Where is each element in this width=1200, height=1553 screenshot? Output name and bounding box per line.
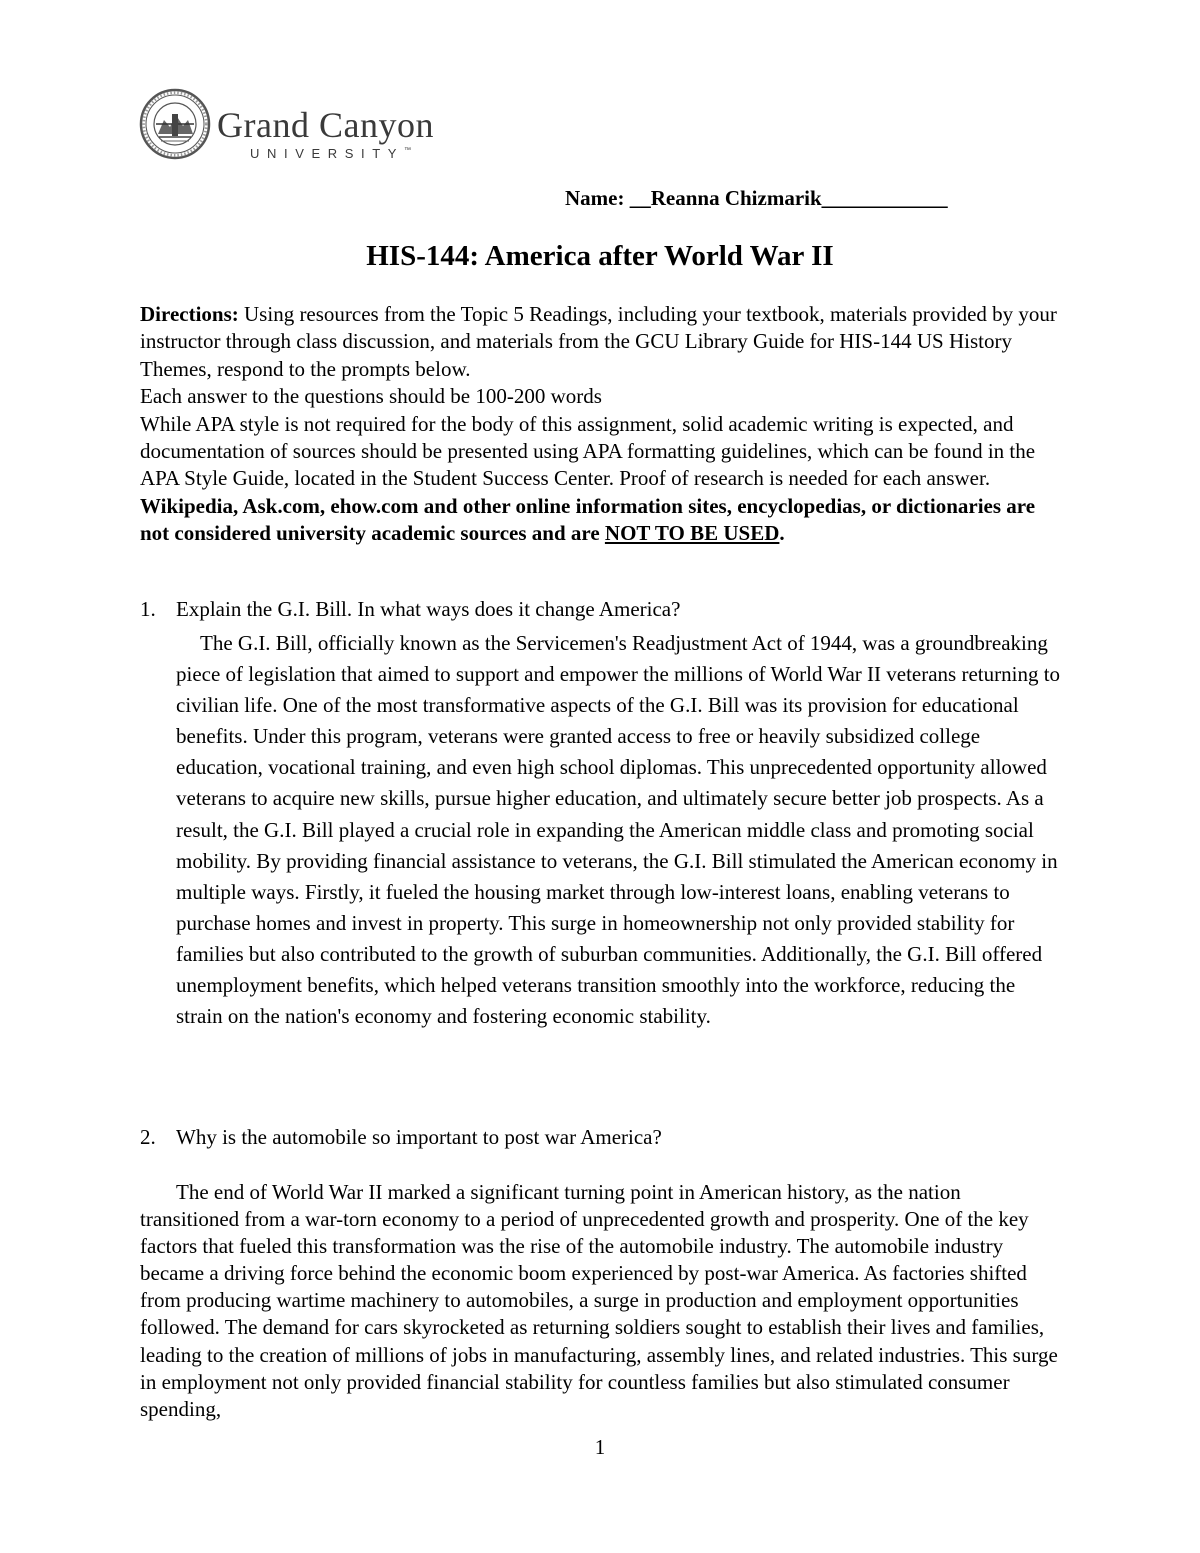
logo-line1: Grand Canyon bbox=[217, 105, 434, 145]
apa-note: While APA style is not required for the body of this assignment, solid academic writing is expected, and documentation of sources should be presented using APA formatting guidelines, which can be found in the APA Style Guide, located in the Student Success Center. Proof of research is needed for each answer. bbox=[140, 411, 1036, 491]
warning-end: . bbox=[779, 521, 785, 546]
svg-text:Grand Canyon bbox=[217, 105, 434, 145]
not-to-be-used: NOT TO BE USED bbox=[604, 521, 780, 546]
name-label: Name: bbox=[565, 186, 625, 210]
svg-text:UNIVERSITY™ bbox=[250, 146, 411, 161]
question-number: 1. bbox=[140, 597, 156, 621]
word-count-note: Each answer to the questions should be 100-200 words bbox=[140, 384, 602, 409]
directions-text: Using resources from the Topic 5 Readings, including your textbook, materials provided by your instructor through class discussion, and materials from the GCU Library Guide for HIS-144 US History Themes, respond to the prompts below. bbox=[140, 302, 1057, 381]
sources-warning-text: Wikipedia, Ask.com, ehow.com and other online information sites, encyclopedias, or dictionaries are not considered university academic sources and are bbox=[140, 493, 1036, 546]
page-number: 1 bbox=[594, 1435, 606, 1459]
grand-canyon-university-logo bbox=[139, 87, 459, 162]
question-text: Explain the G.I. Bill. In what ways does it change America? bbox=[176, 597, 681, 621]
page-title: HIS-144: America after World War II bbox=[366, 240, 834, 272]
logo-line2: UNIVERSITY bbox=[250, 146, 405, 161]
student-name: __Reanna Chizmarik____________ bbox=[629, 186, 948, 210]
question-number: 2. bbox=[140, 1125, 156, 1149]
student-name-line bbox=[565, 186, 948, 211]
university-seal-icon bbox=[141, 90, 209, 158]
directions-label: Directions: bbox=[140, 302, 239, 326]
directions-section bbox=[140, 301, 1060, 548]
answer-1 bbox=[176, 628, 1062, 1032]
answer-2 bbox=[140, 1179, 1062, 1423]
logo-trademark: ™ bbox=[404, 147, 412, 154]
answer-text: The G.I. Bill, officially known as the Servicemen's Readjustment Act of 1944, was a groundbreaking piece of legislation that aimed to support and empower the millions of World War II veterans returning to civilian life. One of the most transformative aspects of the G.I. Bill was its provision for educational benefits. Under this program, veterans were granted access to free or heavily subsidized college education, vocational training, and even high school diplomas. This unprecedented opportunity allowed veterans to acquire new skills, pursue higher education, and ultimately secure better job prospects. As a result, the G.I. Bill played a crucial role in expanding the American middle class and promoting social mobility. By providing financial assistance to veterans, the G.I. Bill stimulated the American economy in multiple ways. Firstly, it fueled the housing market through low-interest loans, enabling veterans to purchase homes and invest in property. This surge in homeownership not only provided stability for families but also contributed to the growth of suburban communities. Additionally, the G.I. Bill offered unemployment benefits, which helped veterans transition smoothly into the workforce, reducing the strain on the nation's economy and fostering economic stability. bbox=[176, 631, 1061, 1029]
sources-warning bbox=[140, 493, 1060, 548]
directions-paragraph bbox=[140, 301, 1060, 383]
question-text: Why is the automobile so important to post war America? bbox=[176, 1125, 662, 1149]
answer-text: The end of World War II marked a significant turning point in American history, as the nation transitioned from a war-torn economy to a period of unprecedented growth and prosperity. One of the key factors that fueled this transformation was the rise of the automobile industry. The automobile industry became a driving force behind the economic boom experienced by post-war America. As factories shifted from producing wartime machinery to automobiles, a surge in production and employment opportunities followed. The demand for cars skyrocketed as returning soldiers sought to establish their lives and families, leading to the creation of millions of jobs in manufacturing, assembly lines, and related industries. This surge in employment not only provided financial stability for countless families but also stimulated consumer spending, bbox=[140, 1180, 1058, 1421]
